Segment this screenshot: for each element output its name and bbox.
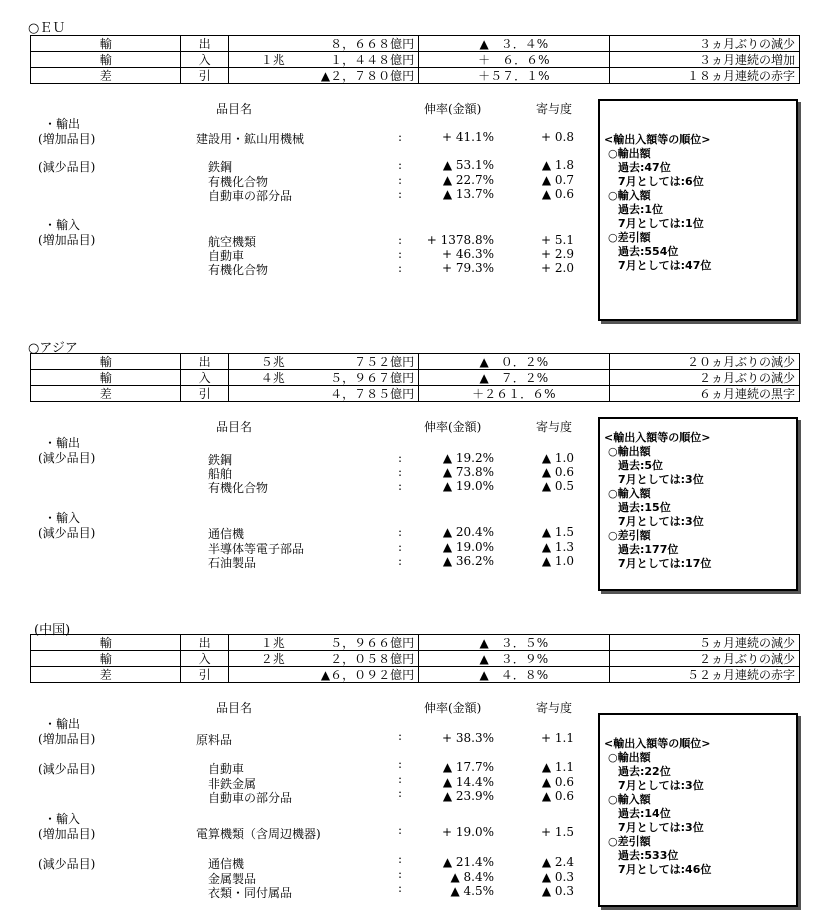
item-name: 電算機類（含周辺機器) (196, 827, 321, 841)
ranking-import-past: 過去:15位 (618, 501, 671, 514)
item-rate: ▲ 36.2% (442, 554, 494, 568)
summary-row-import: 輸 入 １兆 １，４４８億円 ＋ ６．６% ３ヵ月連続の増加 (31, 52, 800, 68)
group-type-import: ・輸入 (44, 218, 81, 232)
summary-table-asia (30, 353, 800, 402)
summary-row-import: 輸 入 ２兆 ２，０５８億円 ▲ ３．９% ２ヵ月ぶりの減少 (31, 651, 800, 667)
summary-row-export: 輸 出 ５兆 ７５２億円 ▲ ０．２% ２０ヵ月ぶりの減少 (31, 354, 800, 370)
section-title-asia: ○アジア (28, 341, 78, 356)
ranking-import-title: ○輸入額 (608, 487, 651, 500)
colon: : (398, 823, 403, 837)
item-name: 通信機 (208, 857, 245, 871)
group-label: (増加品目) (38, 233, 96, 247)
item-contrib: ▲ 0.3 (541, 870, 574, 884)
ranking-import-july: 7月としては:3位 (618, 821, 704, 834)
ranking-header: <輸出入額等の順位> (604, 431, 711, 444)
ranking-balance-title: ○差引額 (608, 231, 651, 244)
group-type-import: ・輸入 (44, 812, 81, 826)
group-type-export: ・輸出 (44, 117, 81, 131)
ranking-balance-july: 7月としては:17位 (618, 557, 712, 570)
col-header-item: 品目名 (216, 102, 253, 116)
colon: : (398, 233, 403, 247)
colon: : (398, 451, 403, 465)
item-name: 自動車の部分品 (208, 791, 293, 805)
colon: : (398, 729, 403, 743)
colon: : (398, 881, 403, 895)
item-name: 原料品 (196, 733, 233, 747)
col-header-contrib: 寄与度 (536, 420, 573, 434)
item-name: 衣類・同付属品 (208, 886, 293, 900)
col-header-item: 品目名 (216, 420, 253, 434)
summary-row-balance: 差 引 ▲２，７８０億円 ＋５７．１% １８ヵ月連続の赤字 (31, 68, 800, 84)
item-rate: + 79.3% (442, 261, 494, 275)
colon: : (398, 786, 403, 800)
ranking-box-asia (598, 417, 798, 591)
ranking-header: <輸出入額等の順位> (604, 737, 711, 750)
summary-row-export: 輸 出 ８，６６８億円 ▲ ３．４% ３ヵ月ぶりの減少 (31, 36, 800, 52)
summary-row-balance: 差 引 ４，７８５億円 ＋２６１．６% ６ヵ月連続の黒字 (31, 386, 800, 402)
item-name: 船舶 (208, 467, 233, 481)
item-rate: + 38.3% (442, 731, 494, 745)
group-label: (増加品目) (38, 827, 96, 841)
item-name: 自動車 (208, 249, 245, 263)
item-name: 非鉄金属 (208, 777, 257, 791)
item-rate: + 41.1% (442, 130, 494, 144)
colon: : (398, 772, 403, 786)
ranking-balance-july: 7月としては:46位 (618, 863, 712, 876)
item-rate: ▲ 22.7% (442, 173, 494, 187)
colon: : (398, 479, 403, 493)
item-name: 鉄鋼 (208, 160, 233, 174)
ranking-export-title: ○輸出額 (608, 445, 651, 458)
item-rate: ▲ 23.9% (442, 789, 494, 803)
item-contrib: + 2.0 (541, 261, 574, 275)
item-name: 自動車 (208, 762, 245, 776)
ranking-export-july: 7月としては:3位 (618, 779, 704, 792)
item-rate: ▲ 53.1% (442, 158, 494, 172)
item-rate: + 19.0% (442, 825, 494, 839)
item-rate: ▲ 19.0% (442, 540, 494, 554)
ranking-balance-past: 過去:533位 (618, 849, 679, 862)
ranking-import-july: 7月としては:3位 (618, 515, 704, 528)
group-label: (減少品目) (38, 526, 96, 540)
ranking-balance-past: 過去:177位 (618, 543, 679, 556)
colon: : (398, 554, 403, 568)
item-rate: ▲ 19.0% (442, 479, 494, 493)
ranking-export-july: 7月としては:6位 (618, 175, 704, 188)
item-name: 建設用・鉱山用機械 (196, 132, 305, 146)
item-contrib: + 0.8 (541, 130, 574, 144)
item-contrib: ▲ 0.6 (541, 187, 574, 201)
item-rate: ▲ 21.4% (442, 855, 494, 869)
item-rate: + 46.3% (442, 247, 494, 261)
section-title-eu: ○ＥＵ (28, 21, 66, 36)
colon: : (398, 465, 403, 479)
ranking-balance-past: 過去:554位 (618, 245, 679, 258)
col-header-rate: 伸率(金額) (424, 701, 482, 715)
item-contrib: ▲ 1.3 (541, 540, 574, 554)
summary-row-import: 輸 入 ４兆 ５，９６７億円 ▲ ７．２% ２ヵ月ぶりの減少 (31, 370, 800, 386)
item-rate: ▲ 14.4% (442, 775, 494, 789)
item-contrib: ▲ 0.6 (541, 465, 574, 479)
colon: : (398, 187, 403, 201)
item-contrib: ▲ 0.5 (541, 479, 574, 493)
item-name: 鉄鋼 (208, 453, 233, 467)
item-contrib: ▲ 1.0 (541, 451, 574, 465)
item-contrib: + 2.9 (541, 247, 574, 261)
summary-row-balance: 差 引 ▲６，０９２億円 ▲ ４．８% ５２ヵ月連続の赤字 (31, 667, 800, 683)
ranking-balance-july: 7月としては:47位 (618, 259, 712, 272)
group-label: (減少品目) (38, 762, 96, 776)
colon: : (398, 158, 403, 172)
ranking-export-past: 過去:22位 (618, 765, 671, 778)
ranking-export-july: 7月としては:3位 (618, 473, 704, 486)
item-rate: ▲ 17.7% (442, 760, 494, 774)
item-rate: ▲ 19.2% (442, 451, 494, 465)
item-contrib: ▲ 1.8 (541, 158, 574, 172)
ranking-import-past: 過去:14位 (618, 807, 671, 820)
col-header-contrib: 寄与度 (536, 102, 573, 116)
ranking-export-past: 過去:47位 (618, 161, 671, 174)
ranking-import-title: ○輸入額 (608, 189, 651, 202)
ranking-export-past: 過去:5位 (618, 459, 664, 472)
item-contrib: ▲ 0.7 (541, 173, 574, 187)
colon: : (398, 130, 403, 144)
summary-table-china (30, 634, 800, 683)
ranking-import-july: 7月としては:1位 (618, 217, 704, 230)
item-contrib: + 5.1 (541, 233, 574, 247)
item-contrib: ▲ 1.0 (541, 554, 574, 568)
item-rate: ▲ 20.4% (442, 525, 494, 539)
ranking-balance-title: ○差引額 (608, 529, 651, 542)
ranking-export-title: ○輸出額 (608, 751, 651, 764)
col-header-item: 品目名 (216, 701, 253, 715)
summary-table-eu (30, 35, 800, 84)
group-type-export: ・輸出 (44, 436, 81, 450)
col-header-contrib: 寄与度 (536, 701, 573, 715)
item-contrib: ▲ 0.6 (541, 789, 574, 803)
group-label: (増加品目) (38, 732, 96, 746)
item-contrib: ▲ 0.3 (541, 884, 574, 898)
item-name: 石油製品 (208, 556, 257, 570)
group-label: (減少品目) (38, 160, 96, 174)
item-contrib: ▲ 1.5 (541, 525, 574, 539)
item-rate: ▲ 73.8% (442, 465, 494, 479)
item-contrib: ▲ 0.6 (541, 775, 574, 789)
col-header-rate: 伸率(金額) (424, 420, 482, 434)
ranking-import-past: 過去:1位 (618, 203, 664, 216)
group-type-export: ・輸出 (44, 717, 81, 731)
item-contrib: ▲ 1.1 (541, 760, 574, 774)
item-rate: ▲ 8.4% (450, 870, 494, 884)
ranking-balance-title: ○差引額 (608, 835, 651, 848)
section-title-china: (中国) (34, 623, 71, 638)
item-name: 半導体等電子部品 (208, 542, 305, 556)
col-header-rate: 伸率(金額) (424, 102, 482, 116)
ranking-import-title: ○輸入額 (608, 793, 651, 806)
item-contrib: + 1.5 (541, 825, 574, 839)
colon: : (398, 525, 403, 539)
colon: : (398, 173, 403, 187)
item-name: 有機化合物 (208, 175, 269, 189)
colon: : (398, 261, 403, 275)
item-contrib: + 1.1 (541, 731, 574, 745)
group-type-import: ・輸入 (44, 511, 81, 525)
item-rate: ▲ 13.7% (442, 187, 494, 201)
colon: : (398, 867, 403, 881)
item-rate: + 1378.8% (426, 233, 494, 247)
colon: : (398, 540, 403, 554)
group-label: (減少品目) (38, 857, 96, 871)
item-name: 金属製品 (208, 872, 257, 886)
item-name: 通信機 (208, 527, 245, 541)
item-name: 自動車の部分品 (208, 189, 293, 203)
group-label: (増加品目) (38, 132, 96, 146)
summary-row-export: 輸 出 １兆 ５，９６６億円 ▲ ３．５% ５ヵ月連続の減少 (31, 635, 800, 651)
colon: : (398, 247, 403, 261)
item-rate: ▲ 4.5% (450, 884, 494, 898)
item-contrib: ▲ 2.4 (541, 855, 574, 869)
colon: : (398, 757, 403, 771)
item-name: 有機化合物 (208, 481, 269, 495)
ranking-export-title: ○輸出額 (608, 147, 651, 160)
ranking-box-eu (598, 99, 798, 321)
group-label: (減少品目) (38, 451, 96, 465)
ranking-box-china (598, 713, 798, 907)
colon: : (398, 852, 403, 866)
item-name: 有機化合物 (208, 263, 269, 277)
item-name: 航空機類 (208, 235, 257, 249)
ranking-header: <輸出入額等の順位> (604, 133, 711, 146)
